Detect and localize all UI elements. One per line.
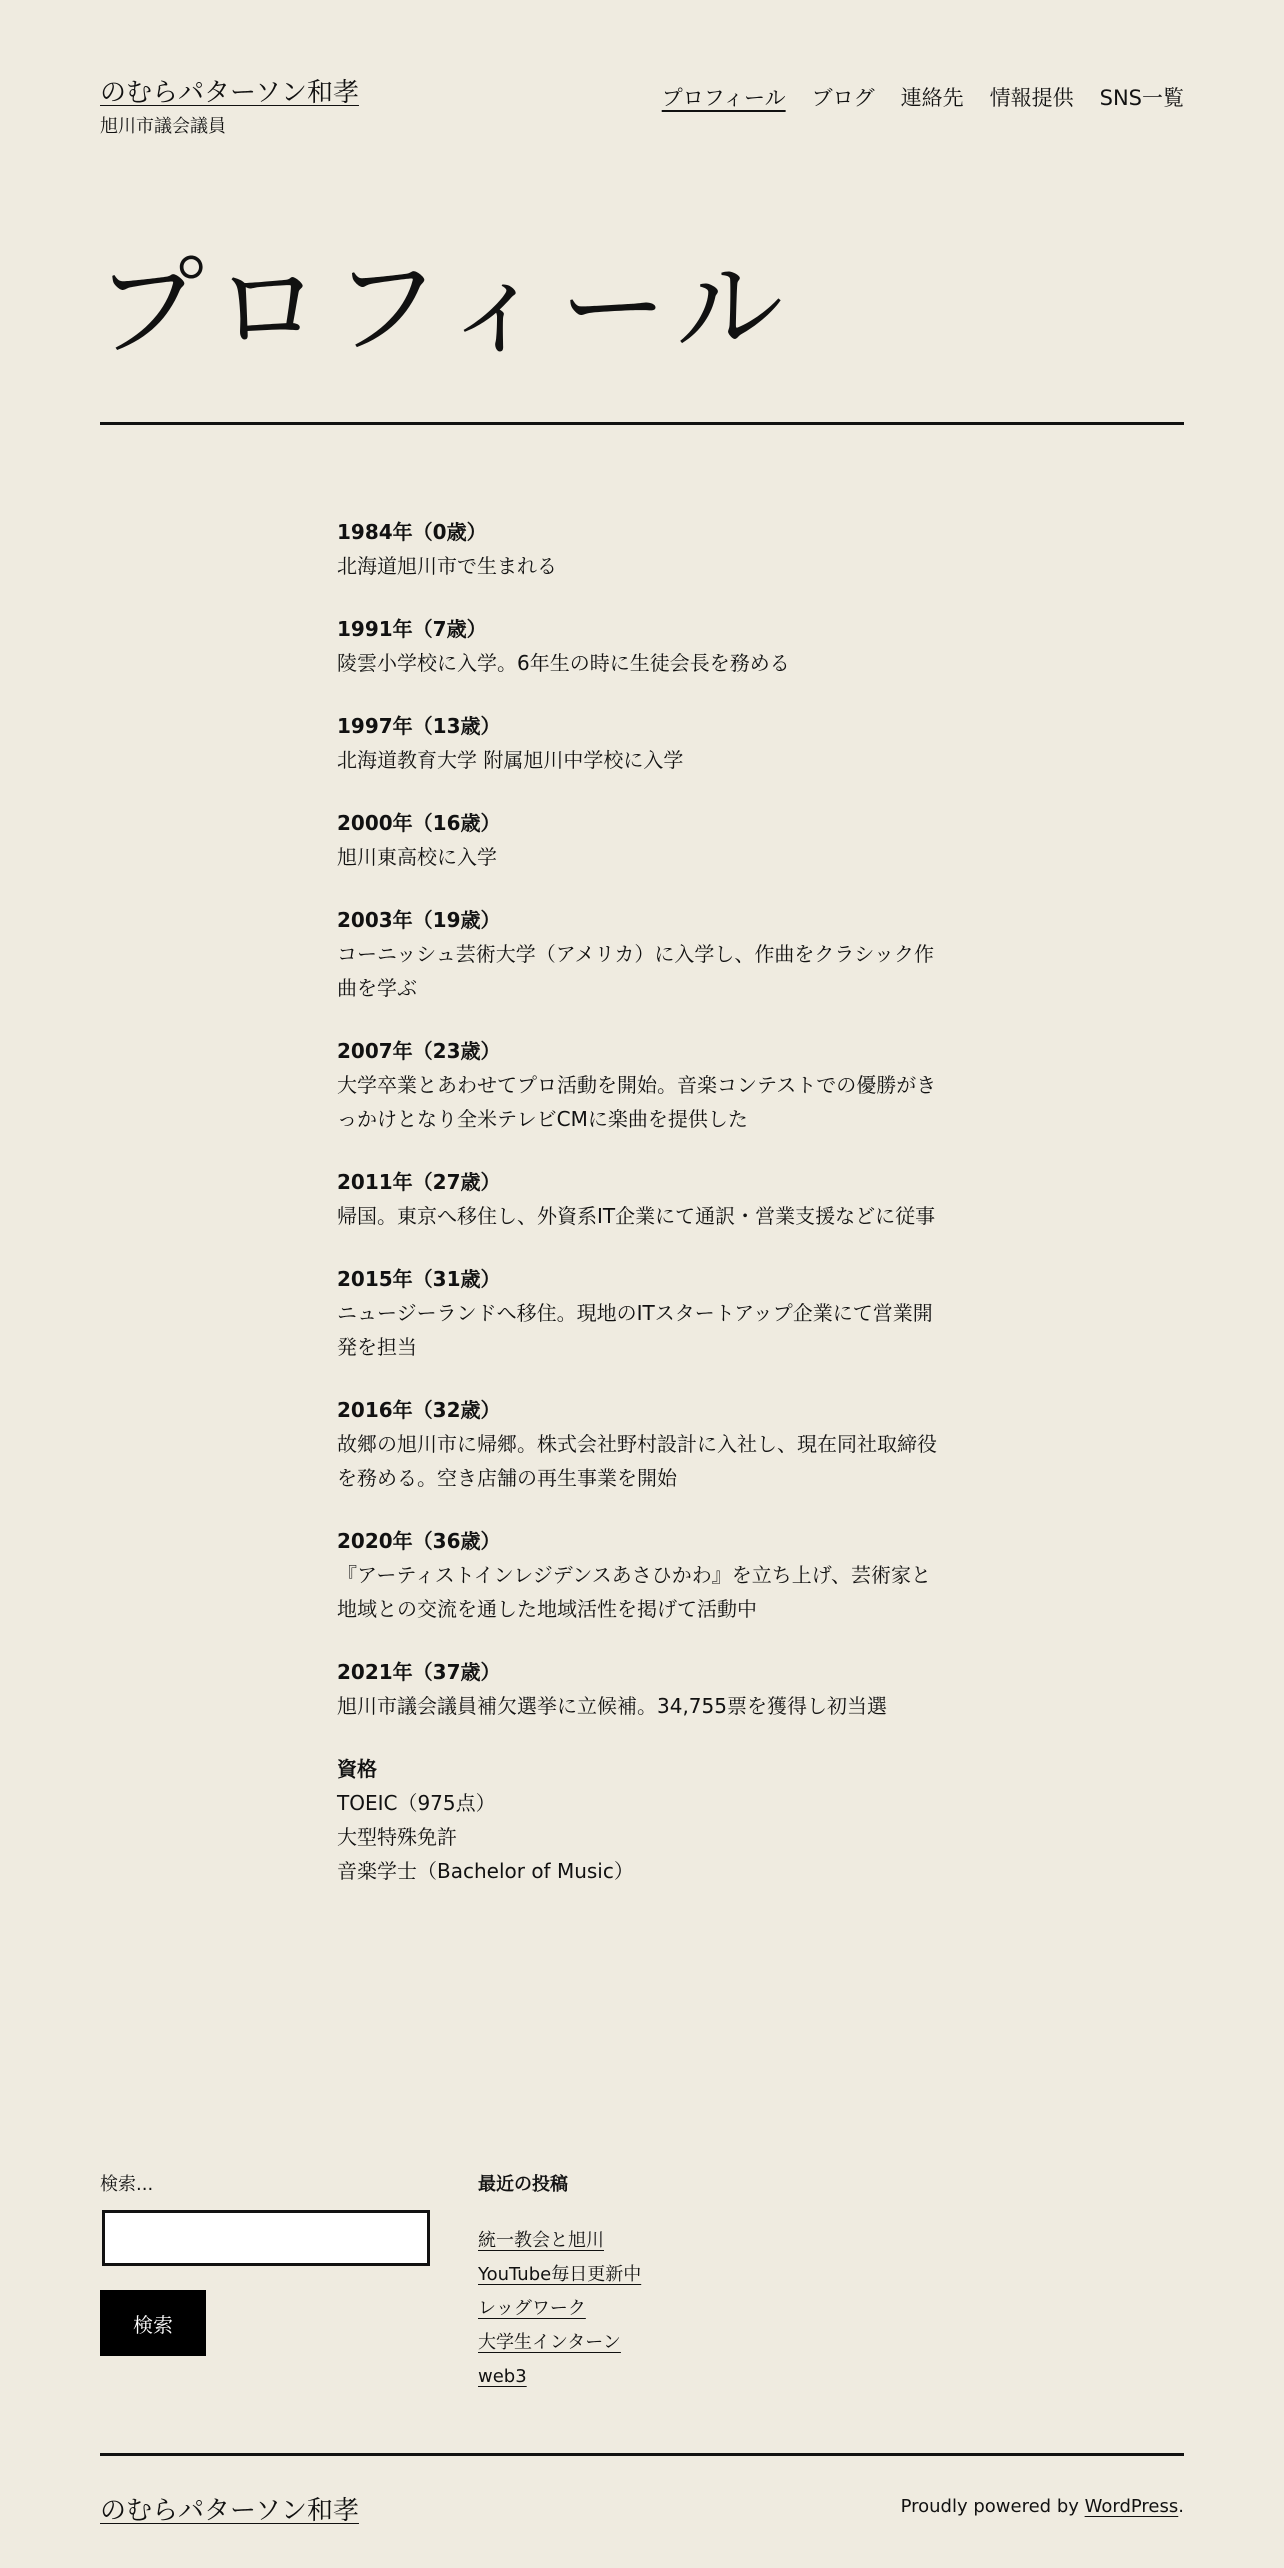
timeline-year: 2003年（19歳） (337, 908, 501, 932)
timeline-year: 1991年（7歳） (337, 617, 487, 641)
nav-item-contact[interactable]: 連絡先 (900, 86, 964, 110)
site-tagline: 旭川市議会議員 (100, 116, 226, 137)
nav-item-blog[interactable]: ブログ (811, 86, 875, 110)
qualifications-heading: 資格 (337, 1757, 377, 1781)
recent-post-link[interactable]: YouTube毎日更新中 (478, 2264, 642, 2285)
site-header (100, 72, 1184, 152)
timeline-desc: 北海道旭川市で生まれる (337, 554, 557, 578)
recent-post-link[interactable]: レッグワーク (478, 2298, 586, 2319)
timeline-desc: 故郷の旭川市に帰郷。株式会社野村設計に入社し、現在同社取締役を務める。空き店舗の再生事業を開始 (337, 1432, 937, 1490)
list-item (478, 2326, 641, 2360)
timeline-year: 2021年（37歳） (337, 1660, 501, 1684)
qualification-item: 大型特殊免許 (337, 1825, 457, 1849)
timeline-desc: 陵雲小学校に入学。6年生の時に生徒会長を務める (337, 651, 790, 675)
timeline-desc: ニュージーランドへ移住。現地のITスタートアップ企業にて営業開発を担当 (337, 1301, 933, 1359)
recent-posts-heading: 最近の投稿 (478, 2174, 568, 2195)
nav-item-sns[interactable]: SNS一覧 (1099, 86, 1184, 110)
timeline-entry (337, 1165, 947, 1233)
timeline-entry (337, 1034, 947, 1136)
timeline-entry (337, 1524, 947, 1626)
timeline-year: 2016年（32歳） (337, 1398, 501, 1422)
timeline-year: 2011年（27歳） (337, 1170, 501, 1194)
timeline-entry (337, 806, 947, 874)
site-title-link[interactable]: のむらパターソン和孝 (100, 78, 359, 108)
timeline-entry (337, 515, 947, 583)
nav-item-profile[interactable]: プロフィール (661, 86, 786, 110)
profile-content (337, 515, 947, 1917)
nav-item-info[interactable]: 情報提供 (989, 86, 1074, 110)
timeline-entry (337, 1393, 947, 1495)
recent-post-link[interactable]: web3 (478, 2366, 527, 2387)
footer-widgets (100, 2170, 1184, 2390)
qualification-item: 音楽学士（Bachelor of Music） (337, 1859, 634, 1883)
list-item (478, 2224, 641, 2258)
timeline-entry (337, 1262, 947, 1364)
recent-post-link[interactable]: 統一教会と旭川 (478, 2230, 604, 2251)
footer-divider (100, 2453, 1184, 2456)
recent-posts (478, 2170, 641, 2394)
list-item (478, 2292, 641, 2326)
timeline-entry (337, 612, 947, 680)
list-item (478, 2360, 641, 2394)
timeline-desc: 北海道教育大学 附属旭川中学校に入学 (337, 748, 684, 772)
timeline-entry (337, 903, 947, 1005)
timeline-year: 1997年（13歳） (337, 714, 501, 738)
title-divider (100, 422, 1184, 425)
timeline-desc: 大学卒業とあわせてプロ活動を開始。音楽コンテストでの優勝がきっかけとなり全米テレビCMに楽曲を提供した (337, 1073, 937, 1131)
timeline-desc: 『アーティストインレジデンスあさひかわ』を立ち上げ、芸術家と地域との交流を通した地域活性を掲げて活動中 (337, 1563, 931, 1621)
search-label: 検索... (100, 2174, 154, 2195)
powered-by (901, 2496, 1184, 2517)
timeline-year: 2015年（31歳） (337, 1267, 501, 1291)
timeline-year: 2000年（16歳） (337, 811, 501, 835)
timeline-year: 2020年（36歳） (337, 1529, 501, 1553)
list-item (478, 2258, 641, 2292)
footer-site-title-link[interactable]: のむらパターソン和孝 (100, 2496, 359, 2526)
powered-by-prefix: Proudly powered by (900, 2496, 1085, 2517)
timeline-desc: 帰国。東京へ移住し、外資系IT企業にて通訳・営業支援などに従事 (337, 1204, 936, 1228)
qualifications (337, 1752, 947, 1888)
wordpress-link[interactable]: WordPress (1084, 2496, 1179, 2517)
timeline-entry (337, 1655, 947, 1723)
timeline-desc: 旭川東高校に入学 (337, 845, 497, 869)
powered-by-suffix: . (1178, 2496, 1184, 2517)
page-title: プロフィール (96, 246, 794, 371)
search-button[interactable]: 検索 (100, 2290, 206, 2356)
timeline-entry (337, 709, 947, 777)
search-input[interactable] (102, 2210, 430, 2266)
site-footer (100, 2490, 1184, 2530)
timeline-year: 2007年（23歳） (337, 1039, 501, 1063)
primary-nav (662, 82, 1184, 112)
timeline-year: 1984年（0歳） (337, 520, 487, 544)
qualification-item: TOEIC（975点） (337, 1791, 496, 1815)
recent-post-link[interactable]: 大学生インターン (478, 2332, 621, 2353)
timeline-desc: コーニッシュ芸術大学（アメリカ）に入学し、作曲をクラシック作曲を学ぶ (337, 942, 934, 1000)
timeline-desc: 旭川市議会議員補欠選挙に立候補。34,755票を獲得し初当選 (337, 1694, 887, 1718)
recent-posts-list (478, 2224, 641, 2394)
